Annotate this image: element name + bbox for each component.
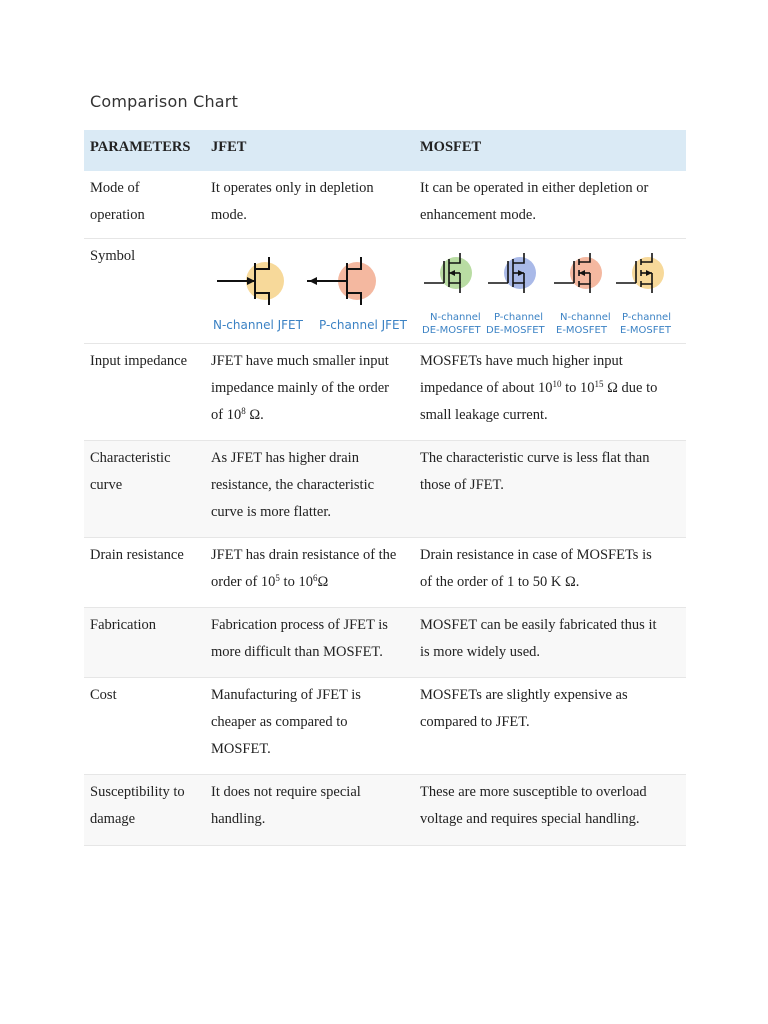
jfet-cell: JFET have much smaller input impedance mainly of the order of $10^8$ Ω.: [205, 344, 414, 441]
p-channel-de-mosfet-label-1: P-channel: [494, 312, 543, 323]
n-channel-e-mosfet-label-1: N-channel: [560, 312, 611, 323]
jfet-symbols-cell: [205, 239, 414, 344]
page-title: Comparison Chart: [90, 92, 239, 111]
param-cell: Drain resistance: [84, 538, 205, 608]
mosfet-cell: MOSFETs are slightly expensive as compared to JFET.: [414, 678, 686, 775]
jfet-cell: Fabrication process of JFET is more difficult than MOSFET.: [205, 608, 414, 678]
n-channel-e-mosfet-label-2: E-MOSFET: [556, 325, 607, 336]
header-jfet: JFET: [211, 139, 247, 155]
jfet-cell: It does not require special handling.: [205, 775, 414, 846]
jfet-cell: As JFET has higher drain resistance, the characteristic curve is more flatter.: [205, 441, 414, 538]
mosfet-cell: MOSFETs have much higher input impedance of about $10^{10}$ to $10^{15}$ Ω due to small leakage current.: [414, 344, 686, 441]
header-parameters: PARAMETERS: [90, 139, 191, 155]
p-channel-jfet-label: P-channel JFET: [319, 318, 407, 332]
header-mosfet: MOSFET: [420, 139, 482, 155]
param-cell: Mode of operation: [84, 171, 205, 239]
mosfet-cell: MOSFET can be easily fabricated thus it is more widely used.: [414, 608, 686, 678]
param-cell: Symbol: [84, 239, 205, 344]
mosfet-cell: These are more susceptible to overload voltage and requires special handling.: [414, 775, 686, 846]
row-characteristic-curve: [84, 441, 686, 538]
mosfet-cell: It can be operated in either depletion or enhancement mode.: [414, 171, 686, 239]
param-cell: Susceptibility to damage: [84, 775, 205, 846]
jfet-cell: Manufacturing of JFET is cheaper as compared to MOSFET.: [205, 678, 414, 775]
p-channel-de-mosfet-label-2: DE-MOSFET: [486, 325, 545, 336]
mosfet-symbols-cell: [414, 239, 686, 344]
n-channel-de-mosfet-label-1: N-channel: [430, 312, 481, 323]
row-symbol: [84, 239, 686, 344]
row-mode-of-operation: [84, 171, 686, 239]
param-cell: Characteristic curve: [84, 441, 205, 538]
jfet-cell: It operates only in depletion mode.: [205, 171, 414, 239]
n-channel-jfet-label: N-channel JFET: [213, 318, 303, 332]
param-cell: Cost: [84, 678, 205, 775]
mosfet-cell: The characteristic curve is less flat than those of JFET.: [414, 441, 686, 538]
mosfet-cell: Drain resistance in case of MOSFETs is of the order of 1 to 50 K Ω.: [414, 538, 686, 608]
comparison-table: [84, 130, 686, 846]
row-input-impedance: [84, 344, 686, 441]
mosfet-symbols-image: [420, 243, 678, 337]
param-cell: Input impedance: [84, 344, 205, 441]
row-drain-resistance: [84, 538, 686, 608]
jfet-symbols-image: [211, 243, 407, 337]
row-fabrication: [84, 608, 686, 678]
p-channel-e-mosfet-label-2: E-MOSFET: [620, 325, 671, 336]
n-channel-de-mosfet-label-2: DE-MOSFET: [422, 325, 481, 336]
table-header-row: [84, 130, 686, 171]
p-channel-e-mosfet-label-1: P-channel: [622, 312, 671, 323]
param-cell: Fabrication: [84, 608, 205, 678]
jfet-cell: JFET has drain resistance of the order of $10^5$ to $10^6\Omega$: [205, 538, 414, 608]
row-susceptibility: [84, 775, 686, 846]
row-cost: [84, 678, 686, 775]
